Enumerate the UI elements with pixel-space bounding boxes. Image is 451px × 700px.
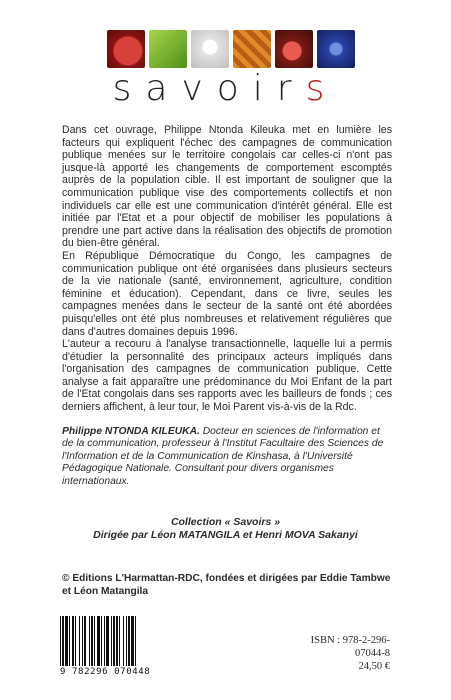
network-icon (317, 30, 355, 68)
series-title-main: savoir (112, 68, 306, 109)
summary-paragraph: En République Démocratique du Congo, les campagnes de communication publique ont été organisées dans plusieurs secteurs de la vie nationale (santé, environnement, agriculture, condition féminine et éducation). Cependant, dans ce livre, seules les campagnes menées dans le secteur de la santé ont été abordées puisqu'elles ont été plus nombreuses et relativement régulières que dans d'autres domaines depuis 1996. (62, 249, 392, 338)
globe-icon (107, 30, 145, 68)
summary-paragraph: Dans cet ouvrage, Philippe Ntonda Kileuka met en lumière les facteurs qui expliquent l'échec des campagnes de communication publique menées sur le territoire congolais car celles-ci n'ont pas jusque-là apporté les changements de comportement escomptés auprès de la population cible. Il est important de souligner que la communication publique vise des comportements collectifs et non individuels car elle est une communication d'intérêt général. Elle est initiée par l'Etat et a pour objectif de mobiliser les populations à prendre une part active dans la réalisation des objectifs de promotion du bien-être général. (62, 124, 392, 250)
author-bio (62, 426, 392, 488)
leaf-icon (149, 30, 187, 68)
barcode-number: 9 782296 070448 (60, 667, 151, 677)
summary-paragraph: L'auteur a recouru à l'analyse transactionnelle, laquelle lui a permis d'étudier la personnalité des principaux acteurs impliqués dans l'organisation des campagnes de communication publique. Cette analyse a fait apparaître une prédominance du Moi Enfant de la part de l'Etat congolais dans ses rapports avec les bailleurs de fonds ; ces derniers affichent, à leur tour, le Moi Parent vis-à-vis de la Rdc. (62, 338, 392, 414)
author-name: Philippe NTONDA KILEUKA. (62, 426, 200, 437)
isbn-number: ISBN : 978-2-296-07044-8 (310, 635, 390, 659)
collection-info (0, 516, 451, 542)
series-title (0, 68, 451, 109)
series-title-accent: s (305, 68, 339, 109)
isbn-price-block (286, 634, 390, 673)
barcode-stripe (136, 616, 138, 666)
header-image-strip (107, 30, 355, 68)
book-summary (62, 124, 392, 414)
heart-icon (275, 30, 313, 68)
barcode (60, 616, 176, 677)
price: 24,50 € (358, 661, 390, 672)
author-bio-text: Docteur en sciences de l'information et de la communication, professeur à l'Institut Facultaire des Sciences de l'Information et de la Communication de Kinshasa, à l'Université Pédagogique Nationale. Consultant pour divers organismes internationaux. (62, 426, 384, 487)
collection-directors: Dirigée par Léon MATANGILA et Henri MOVA Sakanyi (93, 529, 358, 541)
barcode-bars (60, 616, 176, 666)
publisher-copyright: © Editions L'Harmattan-RDC, fondées et dirigées par Eddie Tambwe et Léon Matangila (62, 573, 391, 597)
lightbulb-icon (191, 30, 229, 68)
collection-name: Collection « Savoirs » (170, 516, 281, 528)
textile-icon (233, 30, 271, 68)
